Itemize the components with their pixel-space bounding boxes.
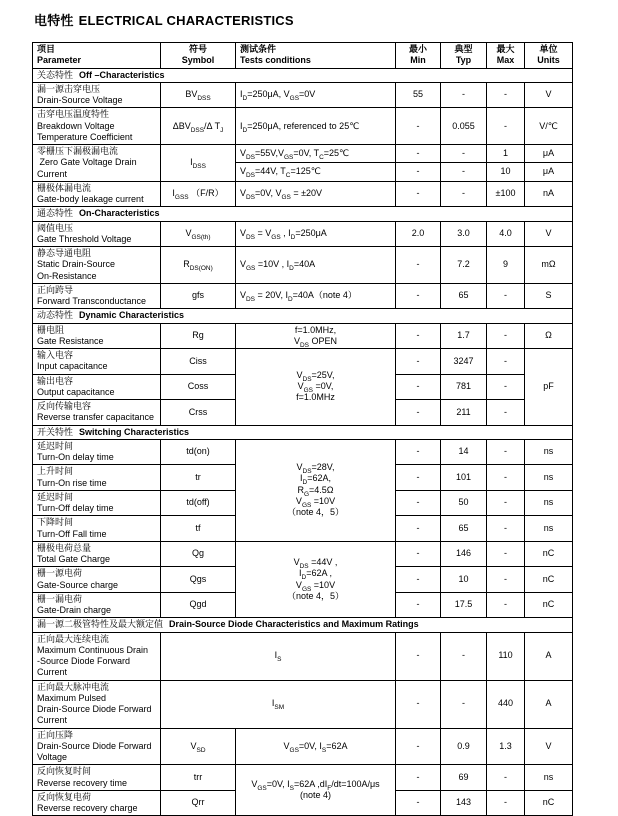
- param-line: Gate-Drain charge: [37, 605, 112, 615]
- section-diode-characteristics: [33, 618, 573, 632]
- condition-line: f=1.0MHz: [296, 392, 335, 403]
- typ-cell: 101: [441, 465, 487, 491]
- param-line: Gate-body leakage current: [37, 194, 144, 204]
- typ-cell: 211: [441, 400, 487, 426]
- typ-cell: 65: [441, 283, 487, 309]
- max-cell: -: [487, 439, 525, 465]
- min-cell: -: [396, 374, 441, 400]
- max-cell: 4.0: [487, 221, 525, 247]
- param-line: Reverse transfer capacitance: [37, 412, 155, 423]
- param-cell: [33, 400, 161, 426]
- typ-cell: 14: [441, 439, 487, 465]
- units-cell: nC: [525, 592, 573, 618]
- min-cell: -: [396, 541, 441, 567]
- page-title: [34, 10, 618, 29]
- header-max-zh: 最大: [496, 44, 515, 54]
- units-cell: Ω: [525, 323, 573, 349]
- condition-line: $V_{GS} =10V$: [295, 495, 336, 509]
- header-max: [487, 43, 525, 69]
- symbol-cell: $I_S$: [161, 632, 396, 680]
- condition-line: $I_D=62A$,: [300, 473, 331, 487]
- max-cell: 9: [487, 247, 525, 284]
- param-line: 栅极体漏电流: [37, 182, 92, 193]
- param-line: 反向恢复时间: [37, 766, 92, 777]
- header-min: [396, 43, 441, 69]
- max-cell: -: [487, 790, 525, 816]
- units-cell: ns: [525, 516, 573, 542]
- param-line: Turn-On delay time: [37, 452, 114, 462]
- param-line: Total Gate Charge: [37, 554, 111, 564]
- min-cell: -: [396, 728, 441, 765]
- symbol-cell: Rg: [161, 323, 236, 349]
- condition-line: （note 4，5）: [286, 507, 345, 518]
- param-line: 正向最大连续电流: [37, 633, 110, 644]
- units-cell: ns: [525, 439, 573, 465]
- symbol-cell: $I_{GSS}$ （F/R）: [161, 181, 236, 207]
- units-cell: A: [525, 680, 573, 728]
- header-symbol: [161, 43, 236, 69]
- conditions-cell: [236, 541, 396, 618]
- header-max-en: Max: [496, 55, 515, 66]
- symbol-cell: $V_{SD}$: [161, 728, 236, 765]
- conditions-cell: [236, 323, 396, 349]
- param-line: Input capacitance: [37, 361, 108, 372]
- param-line: -Source Diode Forward: [37, 656, 131, 666]
- param-line: Drain-Source Diode Forward: [37, 740, 152, 751]
- param-line: Temperature Coefficient: [37, 131, 133, 142]
- units-cell: nC: [525, 790, 573, 816]
- symbol-cell: td(off): [161, 490, 236, 516]
- row-rdson: [33, 247, 573, 284]
- param-line: Gate Resistance: [37, 335, 104, 346]
- typ-cell: -: [441, 181, 487, 207]
- max-cell: -: [487, 516, 525, 542]
- conditions-cell: $V_{DS} = 20V$, $I_D=40A(note$ 4）: [236, 283, 396, 309]
- units-cell: mΩ: [525, 247, 573, 284]
- header-typ-en: Typ: [455, 55, 472, 66]
- param-line: 栅一漏电荷: [37, 593, 83, 604]
- typ-cell: 3.0: [441, 221, 487, 247]
- row-bvdss: [33, 82, 573, 108]
- header-parameter-en: Parameter: [37, 55, 82, 66]
- units-cell: μA: [525, 145, 573, 163]
- units-cell: V: [525, 82, 573, 108]
- typ-cell: 69: [441, 765, 487, 791]
- param-line: Reverse recovery charge: [37, 803, 138, 813]
- row-qg: [33, 541, 573, 567]
- param-line: Maximum Pulsed: [37, 692, 107, 703]
- param-cell: [33, 728, 161, 765]
- units-cell: V: [525, 728, 573, 765]
- param-cell: [33, 790, 161, 816]
- min-cell: -: [396, 439, 441, 465]
- typ-cell: 7.2: [441, 247, 487, 284]
- param-line: Static Drain-Source: [37, 259, 116, 270]
- param-cell: [33, 541, 161, 567]
- header-symbol-en: Symbol: [181, 55, 215, 66]
- param-line: Maximum Continuous Drain: [37, 644, 149, 655]
- param-line: 延迟时间: [37, 491, 74, 502]
- electrical-characteristics-table: [32, 42, 573, 816]
- param-cell: [33, 592, 161, 618]
- max-cell: -: [487, 349, 525, 375]
- table-header-row: [33, 43, 573, 69]
- min-cell: -: [396, 349, 441, 375]
- param-cell: [33, 439, 161, 465]
- min-cell: -: [396, 163, 441, 181]
- section-on-characteristics: [33, 207, 573, 221]
- symbol-cell: tf: [161, 516, 236, 542]
- param-line: Drain-Source Diode Forward: [37, 704, 152, 714]
- param-line: 延迟时间: [37, 440, 74, 451]
- units-cell: V/℃: [525, 108, 573, 145]
- max-cell: -: [487, 374, 525, 400]
- param-line: Reverse recovery time: [37, 777, 128, 788]
- header-conditions-en: Tests conditions: [240, 55, 311, 66]
- typ-cell: -: [441, 632, 487, 680]
- param-cell: [33, 490, 161, 516]
- param-cell: [33, 181, 161, 207]
- symbol-cell: $BV_{DSS}$: [161, 82, 236, 108]
- conditions-cell: $V_{DS}=55V,V_{GS}=0V$, $T_C=25℃$: [236, 145, 396, 163]
- section-switching-zh: 开关特性: [37, 426, 74, 437]
- param-line: Breakdown Voltage: [37, 120, 115, 131]
- symbol-cell: Ciss: [161, 349, 236, 375]
- param-line: 下降时间: [37, 517, 74, 528]
- param-cell: [33, 247, 161, 284]
- symbol-cell: $\Delta BV_{DSS}/\Delta$ $T_J$: [161, 108, 236, 145]
- typ-cell: 17.5: [441, 592, 487, 618]
- symbol-cell: $V_{GS(th)}$: [161, 221, 236, 247]
- row-ism: [33, 680, 573, 728]
- param-cell: [33, 221, 161, 247]
- param-line: Zero Gate Voltage Drain: [37, 157, 137, 168]
- units-cell: nA: [525, 181, 573, 207]
- symbol-cell: Qgs: [161, 567, 236, 593]
- condition-line: $V_{DS}=28V$,: [296, 462, 335, 475]
- symbol-cell: Qgd: [161, 592, 236, 618]
- symbol-cell: $I_{SM}$: [161, 680, 396, 728]
- header-units-zh: 单位: [539, 44, 558, 54]
- param-cell: [33, 516, 161, 542]
- param-cell: [33, 632, 161, 680]
- typ-cell: -: [441, 163, 487, 181]
- param-line: Turn-Off Fall time: [37, 528, 107, 539]
- min-cell: -: [396, 400, 441, 426]
- param-line: Output capacitance: [37, 386, 115, 397]
- section-on-en: On-Characteristics: [79, 208, 160, 219]
- symbol-cell: Qrr: [161, 790, 236, 816]
- section-off-zh: 关态特性: [37, 69, 74, 80]
- conditions-cell: $I_D=250\mu A$, referenced to 25℃: [236, 108, 396, 145]
- units-cell: A: [525, 632, 573, 680]
- typ-cell: 146: [441, 541, 487, 567]
- header-units: [525, 43, 573, 69]
- units-cell: ns: [525, 465, 573, 491]
- param-line: Gate Threshold Voltage: [37, 233, 132, 244]
- max-cell: -: [487, 82, 525, 108]
- param-line: Turn-Off delay time: [37, 503, 114, 513]
- condition-line: $V_{GS} =10V$: [295, 579, 336, 593]
- max-cell: -: [487, 567, 525, 593]
- header-units-en: Units: [537, 55, 560, 66]
- max-cell: 10: [487, 163, 525, 181]
- param-cell: [33, 323, 161, 349]
- param-line: 输出电容: [37, 375, 74, 386]
- symbol-cell: trr: [161, 765, 236, 791]
- symbol-cell: $I_{DSS}$: [161, 145, 236, 182]
- typ-cell: 1.7: [441, 323, 487, 349]
- typ-cell: 781: [441, 374, 487, 400]
- max-cell: -: [487, 323, 525, 349]
- max-cell: -: [487, 108, 525, 145]
- symbol-cell: Crss: [161, 400, 236, 426]
- param-line: Turn-On rise time: [37, 477, 107, 488]
- param-line: 零栅压下漏极漏电流: [37, 146, 119, 156]
- header-min-en: Min: [410, 55, 426, 66]
- row-rg: [33, 323, 573, 349]
- min-cell: -: [396, 516, 441, 542]
- min-cell: -: [396, 592, 441, 618]
- typ-cell: -: [441, 145, 487, 163]
- units-cell: pF: [525, 349, 573, 426]
- max-cell: ±100: [487, 181, 525, 207]
- conditions-cell: $I_D=250\mu A$, $V_{GS}=0V$: [236, 82, 396, 108]
- param-line: Voltage: [37, 752, 68, 762]
- condition-line: $V_{GS} =0V$,: [297, 381, 334, 394]
- typ-cell: 0.9: [441, 728, 487, 765]
- param-line: 正向跨导: [37, 284, 74, 295]
- param-line: Drain-Source Voltage: [37, 95, 123, 105]
- max-cell: -: [487, 765, 525, 791]
- param-line: 反向恢复电荷: [37, 791, 92, 802]
- min-cell: -: [396, 790, 441, 816]
- conditions-cell: $V_{GS}=0V$, $I_S=62A$: [236, 728, 396, 765]
- param-line: 输入电容: [37, 350, 74, 360]
- section-dynamic-en: Dynamic Characteristics: [79, 310, 185, 321]
- units-cell: V: [525, 221, 573, 247]
- page-title-zh: 电特性: [34, 13, 74, 28]
- max-cell: -: [487, 283, 525, 309]
- max-cell: 110: [487, 632, 525, 680]
- param-line: 栅电阻: [37, 324, 65, 335]
- header-typ: [441, 43, 487, 69]
- header-conditions-zh: 测试条件: [240, 44, 277, 54]
- units-cell: ns: [525, 765, 573, 791]
- param-cell: [33, 680, 161, 728]
- max-cell: 1: [487, 145, 525, 163]
- param-cell: [33, 349, 161, 375]
- units-cell: ns: [525, 490, 573, 516]
- row-breakdown-tempco: [33, 108, 573, 145]
- min-cell: -: [396, 323, 441, 349]
- typ-cell: 3247: [441, 349, 487, 375]
- condition-line: $R_G=4.5\Omega$: [297, 484, 334, 498]
- max-cell: -: [487, 490, 525, 516]
- symbol-cell: Qg: [161, 541, 236, 567]
- param-cell: [33, 567, 161, 593]
- row-vsd: [33, 728, 573, 765]
- param-cell: [33, 374, 161, 400]
- section-off-characteristics: [33, 68, 573, 82]
- max-cell: -: [487, 541, 525, 567]
- param-line: 阈值电压: [37, 222, 74, 233]
- min-cell: -: [396, 247, 441, 284]
- symbol-cell: Coss: [161, 374, 236, 400]
- param-line: Current: [37, 715, 68, 726]
- min-cell: -: [396, 567, 441, 593]
- row-igss: [33, 181, 573, 207]
- min-cell: -: [396, 145, 441, 163]
- condition-line: $V_{GS}=0V$, $I_S=62A$ $,dI_F/dt=100A/\mu s$: [251, 779, 380, 792]
- row-tdon: [33, 439, 573, 465]
- param-line: 击穿电压温度特性: [37, 109, 110, 120]
- min-cell: 55: [396, 82, 441, 108]
- header-parameter-zh: 项目: [37, 44, 56, 54]
- param-cell: [33, 765, 161, 791]
- conditions-cell: $V_{DS}=44V$, $T_C=125℃$: [236, 163, 396, 181]
- param-line: 反向传输电容: [37, 401, 92, 411]
- row-gfs: [33, 283, 573, 309]
- min-cell: -: [396, 680, 441, 728]
- condition-line: $V_{DS} =44V$ ,: [293, 557, 338, 570]
- conditions-cell: [236, 765, 396, 816]
- section-dynamic-zh: 动态特性: [37, 310, 74, 321]
- symbol-cell: td(on): [161, 439, 236, 465]
- min-cell: -: [396, 181, 441, 207]
- max-cell: 440: [487, 680, 525, 728]
- param-line: Current: [37, 667, 68, 678]
- typ-cell: 10: [441, 567, 487, 593]
- section-switching-en: Switching Characteristics: [79, 426, 190, 437]
- units-cell: nC: [525, 567, 573, 593]
- symbol-cell: gfs: [161, 283, 236, 309]
- page-title-en: ELECTRICAL CHARACTERISTICS: [78, 13, 294, 28]
- section-diode-zh: 漏一源二极管特性及最大额定值: [37, 619, 164, 630]
- conditions-cell: [236, 439, 396, 541]
- row-vgsth: [33, 221, 573, 247]
- symbol-cell: $R_{DS(ON)}$: [161, 247, 236, 284]
- conditions-cell: $V_{GS} =10V$ , $I_D=40A$: [236, 247, 396, 284]
- param-line: 正向压降: [37, 729, 74, 740]
- condition-line: $V_{DS}$ OPEN: [293, 335, 338, 349]
- header-parameter: [33, 43, 161, 69]
- min-cell: -: [396, 465, 441, 491]
- param-line: 静态导通电阻: [37, 248, 92, 258]
- header-symbol-zh: 符号: [188, 44, 207, 54]
- param-line: 栅一源电荷: [37, 568, 83, 579]
- min-cell: -: [396, 108, 441, 145]
- typ-cell: 143: [441, 790, 487, 816]
- conditions-cell: $V_{DS}=0V$, $V_{GS} = \pm 20V$: [236, 181, 396, 207]
- condition-line: $V_{DS}=25V$,: [296, 369, 335, 383]
- min-cell: -: [396, 490, 441, 516]
- conditions-cell: $V_{DS} = V_{GS}$ , $I_D=250\mu A$: [236, 221, 396, 247]
- units-cell: S: [525, 283, 573, 309]
- typ-cell: 0.055: [441, 108, 487, 145]
- param-line: 正向最大脉冲电流: [37, 681, 110, 692]
- units-cell: nC: [525, 541, 573, 567]
- param-cell: [33, 145, 161, 182]
- conditions-cell: [236, 349, 396, 426]
- min-cell: 2.0: [396, 221, 441, 247]
- min-cell: -: [396, 283, 441, 309]
- condition-line: （note 4，5）: [286, 590, 345, 601]
- header-conditions: [236, 43, 396, 69]
- param-cell: [33, 108, 161, 145]
- max-cell: -: [487, 592, 525, 618]
- param-line: 漏一源击穿电压: [37, 83, 101, 94]
- param-line: 上升时间: [37, 466, 74, 477]
- min-cell: -: [396, 632, 441, 680]
- param-line: Current: [37, 168, 68, 179]
- row-trr: [33, 765, 573, 791]
- typ-cell: -: [441, 82, 487, 108]
- max-cell: -: [487, 465, 525, 491]
- section-off-en: Off –Characteristics: [79, 69, 165, 80]
- condition-line: $I_D=62A$ ,: [299, 568, 332, 582]
- param-line: Gate-Source charge: [37, 579, 119, 590]
- row-idss-25c: [33, 145, 573, 163]
- condition-line: (note 4): [299, 790, 332, 801]
- condition-line: f=1.0MHz,: [294, 324, 337, 335]
- row-is: [33, 632, 573, 680]
- header-typ-zh: 典型: [454, 44, 473, 54]
- max-cell: -: [487, 400, 525, 426]
- param-cell: [33, 465, 161, 491]
- section-dynamic-characteristics: [33, 309, 573, 323]
- section-on-zh: 通态特性: [37, 208, 74, 219]
- param-line: Forward Transconductance: [37, 296, 147, 306]
- max-cell: 1.3: [487, 728, 525, 765]
- min-cell: -: [396, 765, 441, 791]
- typ-cell: 50: [441, 490, 487, 516]
- param-cell: [33, 82, 161, 108]
- param-cell: [33, 283, 161, 309]
- param-line: 栅极电荷总量: [37, 542, 92, 553]
- symbol-cell: tr: [161, 465, 236, 491]
- header-min-zh: 最小: [408, 44, 427, 54]
- param-line: On-Resistance: [37, 270, 97, 281]
- row-ciss: [33, 349, 573, 375]
- section-diode-en: Drain-Source Diode Characteristics and Maximum Ratings: [169, 619, 419, 630]
- section-switching-characteristics: [33, 425, 573, 439]
- typ-cell: 65: [441, 516, 487, 542]
- typ-cell: -: [441, 680, 487, 728]
- units-cell: μA: [525, 163, 573, 181]
